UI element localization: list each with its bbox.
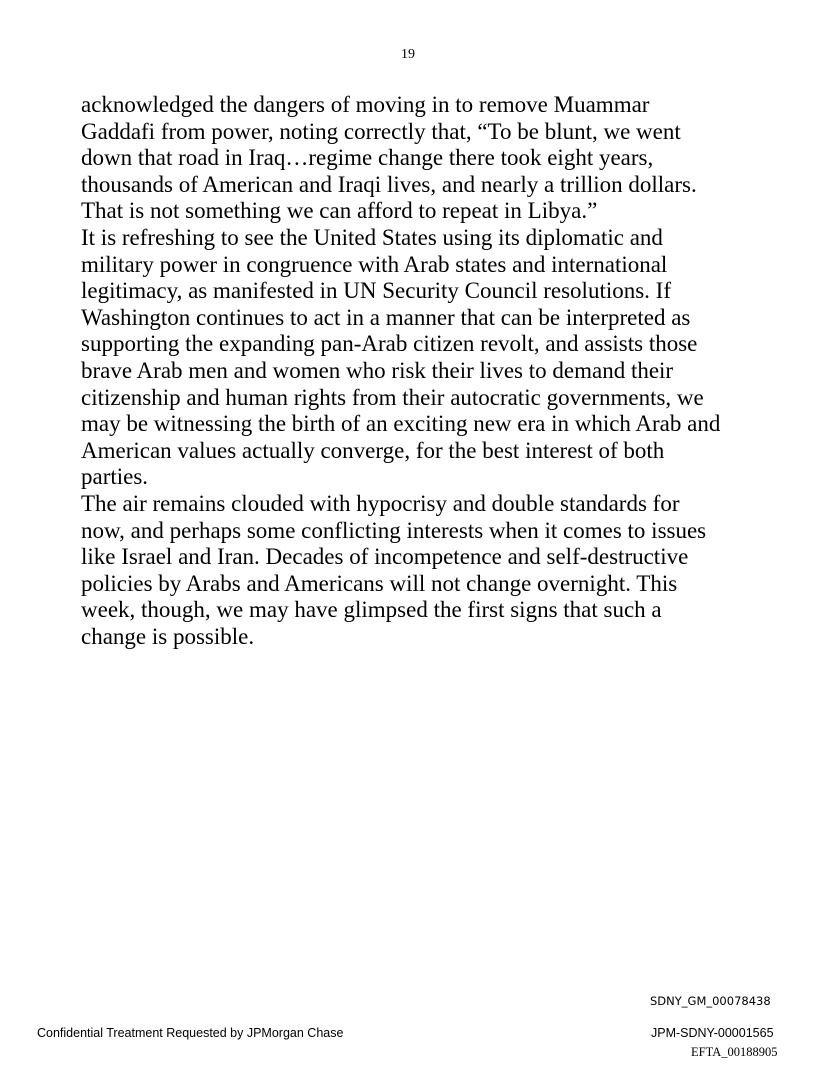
body-line: citizenship and human rights from their autocratic governments, we [81,384,704,410]
body-line: Gaddafi from power, noting correctly that, “To be blunt, we went [81,118,681,144]
body-line: supporting the expanding pan-Arab citizen revolt, and assists those [81,331,698,357]
body-line: policies by Arabs and Americans will not change overnight. This [81,570,678,596]
jpm-document-id: JPM-SDNY-00001565 [651,1026,774,1040]
body-text [81,92,741,650]
efta-document-id: EFTA_00188905 [691,1045,778,1059]
body-line: change is possible. [81,623,255,649]
body-line: week, though, we may have glimpsed the first signs that such a [81,597,662,623]
body-line: military power in congruence with Arab states and international [81,251,668,277]
bates-stamp: SDNY_GM_00078438 [650,994,771,1008]
body-line: down that road in Iraq…regime change there took eight years, [81,145,654,171]
body-line: now, and perhaps some conflicting interests when it comes to issues [81,517,707,543]
body-line: That is not something we can afford to repeat in Libya.” [81,198,598,224]
body-line: American values actually converge, for the best interest of both [81,437,665,463]
page-number: 19 [401,47,415,62]
body-line: legitimacy, as manifested in UN Security Council resolutions. If [81,278,671,304]
body-line: The air remains clouded with hypocrisy and double standards for [81,490,680,516]
body-line: parties. [81,464,149,490]
body-line: Washington continues to act in a manner that can be interpreted as [81,304,691,330]
body-line: like Israel and Iran. Decades of incompetence and self-destructive [81,544,689,570]
body-line: thousands of American and Iraqi lives, and nearly a trillion dollars. [81,171,697,197]
body-line: acknowledged the dangers of moving in to remove Muammar [81,92,650,117]
body-line: It is refreshing to see the United States using its diplomatic and [81,224,663,250]
confidential-notice: Confidential Treatment Requested by JPMorgan Chase [37,1026,344,1040]
body-line: may be witnessing the birth of an exciting new era in which Arab and [81,411,721,437]
body-line: brave Arab men and women who risk their lives to demand their [81,357,674,383]
